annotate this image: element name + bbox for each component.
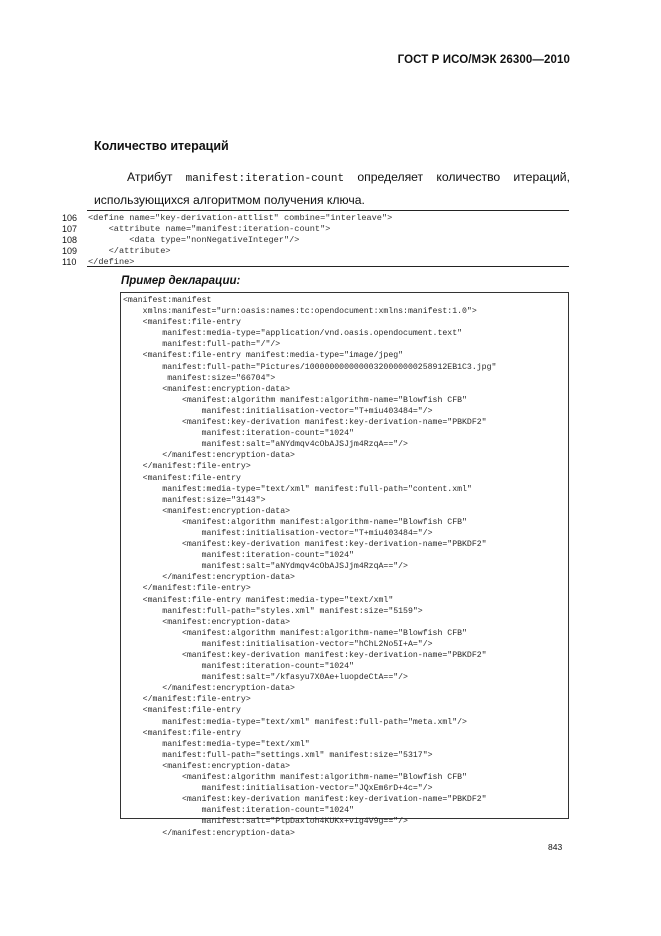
code-line: <manifest:file-entry xyxy=(123,706,241,716)
attribute-description xyxy=(94,170,570,186)
code-line: manifest:salt="aNYdmqv4cObAJSJjm4RzqA=="/> xyxy=(123,440,408,450)
code-line: xmlns:manifest="urn:oasis:names:tc:opendocument:xmlns:manifest:1.0"> xyxy=(123,307,477,317)
code-line: <manifest:algorithm manifest:algorithm-name="Blowfish CFB" xyxy=(123,773,467,783)
schema-line-number: 109 xyxy=(62,245,78,256)
code-line: manifest:size="66704"> xyxy=(123,373,276,383)
schema-line-number: 108 xyxy=(62,234,78,245)
page-number: 843 xyxy=(548,842,563,852)
code-line: <manifest:algorithm manifest:algorithm-name="Blowfish CFB" xyxy=(123,395,467,405)
example-code-box xyxy=(120,292,569,838)
code-line: manifest:full-path="/"/> xyxy=(123,340,281,350)
code-line: <manifest:file-entry xyxy=(123,728,241,738)
code-line: manifest:salt="PlpDaxloh4KUKx+v1g4V9g=="/> xyxy=(123,817,408,827)
code-line: <manifest:key-derivation manifest:key-derivation-name="PBKDF2" xyxy=(123,418,487,428)
code-line: <manifest:encryption-data> xyxy=(123,761,291,771)
schema-top-rule xyxy=(87,210,569,211)
code-line: </manifest:encryption-data> xyxy=(123,573,295,583)
schema-line-number: 107 xyxy=(62,223,78,234)
code-line: <manifest:file-entry manifest:media-type="text/xml" xyxy=(123,595,394,605)
code-line: manifest:iteration-count="1024" xyxy=(123,551,354,561)
schema-line xyxy=(62,245,572,256)
code-line: manifest:iteration-count="1024" xyxy=(123,662,354,672)
code-line: <manifest:manifest xyxy=(123,296,212,305)
code-line: manifest:iteration-count="1024" xyxy=(123,429,354,439)
code-line: manifest:media-type="text/xml" manifest:full-path="meta.xml"/> xyxy=(123,717,467,727)
code-line: <manifest:file-entry xyxy=(123,318,241,328)
code-line: <manifest:encryption-data> xyxy=(123,384,291,394)
code-line: manifest:full-path="settings.xml" manifest:size="5317"> xyxy=(123,750,433,760)
schema-bottom-rule xyxy=(87,266,569,267)
code-line: manifest:salt="/kfasyu7X0Ae+luopdeCtA=="/> xyxy=(123,673,408,683)
code-line: </manifest:file-entry> xyxy=(123,584,251,594)
paragraph-suffix: определяет количество итераций, xyxy=(344,170,570,184)
schema-line xyxy=(62,234,572,245)
code-line: </manifest:file-entry> xyxy=(123,462,251,472)
schema-line-text: <attribute name="manifest:iteration-count"> xyxy=(88,223,331,234)
code-line: <manifest:algorithm manifest:algorithm-name="Blowfish CFB" xyxy=(123,628,467,638)
code-line: manifest:initialisation-vector="hChL2No5I+A="/> xyxy=(123,639,433,649)
example-code-lines xyxy=(121,293,568,839)
attribute-description-line2: использующихся алгоритмом получения ключа. xyxy=(94,193,365,207)
code-line: </manifest:encryption-data> xyxy=(123,684,295,694)
code-line: manifest:iteration-count="1024" xyxy=(123,806,354,816)
code-line: <manifest:file-entry xyxy=(123,473,241,483)
code-line: <manifest:key-derivation manifest:key-derivation-name="PBKDF2" xyxy=(123,540,487,550)
code-line: manifest:initialisation-vector="T+miu403484="/> xyxy=(123,406,433,416)
code-line: manifest:media-type="application/vnd.oasis.opendocument.text" xyxy=(123,329,463,339)
schema-line-number: 110 xyxy=(62,256,77,267)
code-line: </manifest:file-entry> xyxy=(123,695,251,705)
schema-listing xyxy=(62,212,572,267)
code-line: manifest:initialisation-vector="T+miu403484="/> xyxy=(123,528,433,538)
code-line: </manifest:encryption-data> xyxy=(123,451,295,461)
attribute-code: manifest:iteration-count xyxy=(185,173,345,185)
example-label: Пример декларации: xyxy=(121,275,241,287)
code-line: manifest:full-path="Pictures/10000000000000320000000258912EB1C3.jpg" xyxy=(123,362,497,372)
schema-line-text: </attribute> xyxy=(88,245,171,256)
schema-line-number: 106 xyxy=(62,212,78,223)
code-line: manifest:media-type="text/xml" xyxy=(123,739,310,749)
section-title: Количество итераций xyxy=(94,139,229,153)
schema-line xyxy=(62,212,572,223)
code-line: <manifest:encryption-data> xyxy=(123,617,291,627)
code-line: <manifest:file-entry manifest:media-type="image/jpeg" xyxy=(123,351,404,361)
code-line: manifest:salt="aNYdmqv4cObAJSJjm4RzqA=="/> xyxy=(123,562,408,572)
code-line: <manifest:algorithm manifest:algorithm-name="Blowfish CFB" xyxy=(123,517,467,527)
code-line: manifest:media-type="text/xml" manifest:full-path="content.xml" xyxy=(123,484,472,494)
paragraph-prefix: Атрибут xyxy=(127,170,173,184)
standard-header: ГОСТ Р ИСО/МЭК 26300—2010 xyxy=(397,54,570,66)
schema-line xyxy=(62,223,572,234)
code-line: manifest:size="3143"> xyxy=(123,495,266,505)
code-line: manifest:full-path="styles.xml" manifest:size="5159"> xyxy=(123,606,423,616)
code-line: manifest:initialisation-vector="JQxEm6rD+4c="/> xyxy=(123,784,433,794)
code-line: <manifest:encryption-data> xyxy=(123,506,291,516)
schema-line-text: <data type="nonNegativeInteger"/> xyxy=(88,234,300,245)
code-line: </manifest:encryption-data> xyxy=(123,828,295,838)
schema-line-text: </define> xyxy=(88,256,135,267)
schema-line-text: <define name="key-derivation-attlist" combine="interleave"> xyxy=(88,212,393,223)
code-line: <manifest:key-derivation manifest:key-derivation-name="PBKDF2" xyxy=(123,651,487,660)
code-line: <manifest:key-derivation manifest:key-derivation-name="PBKDF2" xyxy=(123,795,487,805)
